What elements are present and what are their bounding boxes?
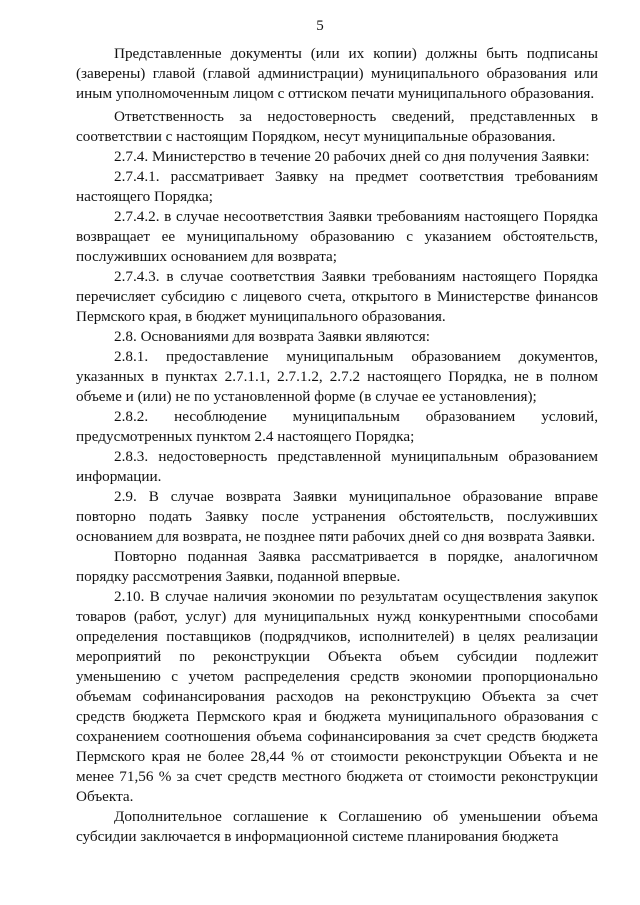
paragraph-2-7-4-3: 2.7.4.3. в случае соответствия Заявки требованиям настоящего Порядка перечисляет субсидию с лицевого счета, открытого в Министерстве финансов Пермского края, в бюджет муниципального образования. [76, 268, 598, 325]
page-number: 5 [316, 18, 324, 34]
paragraph-2-8-1: 2.8.1. предоставление муниципальным образованием документов, указанных в пунктах 2.7.1.1, 2.7.1.2, 2.7.2 настоящего Порядка, не в полном объеме и (или) не по установленной форме (в случае ее установления); [76, 348, 598, 405]
paragraph-2-7-4: 2.7.4. Министерство в течение 20 рабочих дней со дня получения Заявки: [114, 148, 590, 165]
paragraph-2-8: 2.8. Основаниями для возврата Заявки являются: [114, 328, 430, 345]
paragraph-documents-signed: Представленные документы (или их копии) должны быть подписаны (заверены) главой (главой администрации) муниципального образования или иным уполномоченным лицом с оттиском печати муниципального образования. [76, 45, 598, 102]
paragraph-2-10: 2.10. В случае наличия экономии по результатам осуществления закупок товаров (работ, услуг) для муниципальных нужд конкурентными способами определения поставщиков (подрядчиков, исполнителей) в целях реализации мероприятий по реконструкции Объекта объем субсидии подлежит уменьшению с учетом распределения средств экономии пропорционально объемам софинансирования расходов на реконструкцию Объекта за счет средств бюджета Пермского края и бюджета муниципального образования с сохранением соотношения объема софинансирования за счет средств бюджета Пермского края не более 28,44 % от стоимости реконструкции Объекта и не менее 71,56 % за счет средств местного бюджета от стоимости реконструкции Объекта. [76, 588, 598, 805]
paragraph-2-8-3: 2.8.3. недостоверность представленной муниципальным образованием информации. [76, 448, 598, 485]
paragraph-additional-agreement: Дополнительное соглашение к Соглашению об уменьшении объема субсидии заключается в информационной системе планирования бюджета [76, 808, 598, 845]
paragraph-2-8-2: 2.8.2. несоблюдение муниципальным образованием условий, предусмотренных пунктом 2.4 настоящего Порядка; [76, 408, 598, 445]
paragraph-responsibility: Ответственность за недостоверность сведений, представленных в соответствии с настоящим Порядком, несут муниципальные образования. [76, 108, 598, 145]
paragraph-resubmission: Повторно поданная Заявка рассматривается в порядке, аналогичном порядку рассмотрения Заявки, поданной впервые. [76, 548, 598, 585]
paragraph-2-7-4-2: 2.7.4.2. в случае несоответствия Заявки требованиям настоящего Порядка возвращает ее муниципальному образованию с указанием обстоятельств, послуживших основанием для возврата; [76, 208, 598, 265]
document-body [76, 44, 598, 847]
paragraph-2-9: 2.9. В случае возврата Заявки муниципальное образование вправе повторно подать Заявку после устранения обстоятельств, послуживших основанием для возврата, не позднее пяти рабочих дней со дня возврата Заявки. [76, 488, 598, 545]
paragraph-2-7-4-1: 2.7.4.1. рассматривает Заявку на предмет соответствия требованиям настоящего Порядка; [76, 168, 598, 205]
